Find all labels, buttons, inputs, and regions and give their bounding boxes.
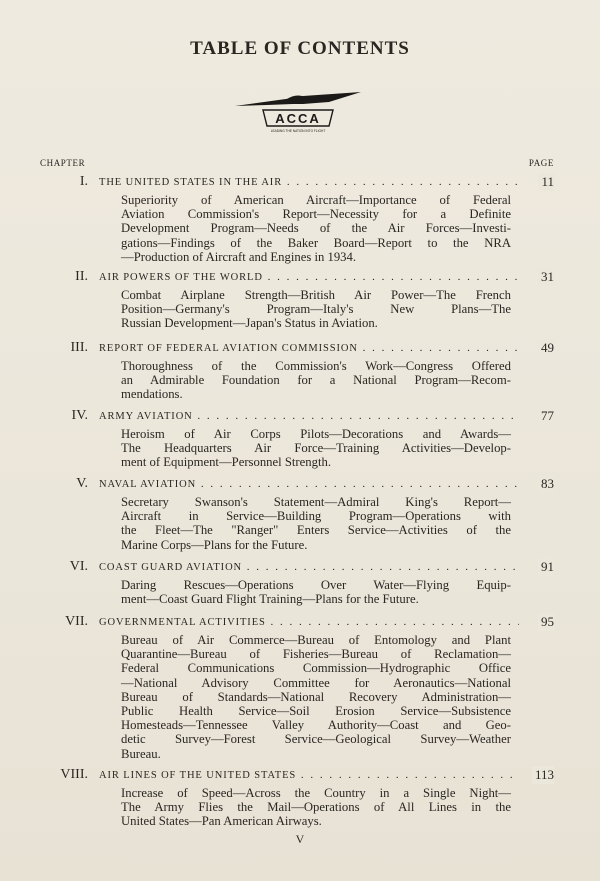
page-number: 49 xyxy=(538,339,554,357)
page-number: 83 xyxy=(538,475,554,493)
chapter-column-header: CHAPTER xyxy=(40,158,86,168)
toc-entry[interactable] xyxy=(0,173,600,264)
toc-entry[interactable] xyxy=(0,339,600,402)
page-column-header: PAGE xyxy=(528,158,554,168)
chapter-description: Secretary Swanson's Statement—Admiral King's Report— Aircraft in Service—Building Program—Operations with the Fleet—The "Ranger" Enters Service—Activities of the Marine Corps—Plans for the Future. xyxy=(121,495,511,552)
acca-logo xyxy=(233,90,363,138)
page-number: 77 xyxy=(538,407,554,425)
toc-entry[interactable] xyxy=(0,407,600,470)
chapter-title[interactable]: REPORT OF FEDERAL AVIATION COMMISSION . . . xyxy=(99,339,519,357)
toc-entry[interactable] xyxy=(0,766,600,829)
chapter-title[interactable]: AIR POWERS OF THE WORLD . . . xyxy=(99,268,519,286)
toc-entry[interactable] xyxy=(0,558,600,606)
page-folio: V xyxy=(295,832,305,846)
page-number: 31 xyxy=(538,268,554,286)
chapter-description: Superiority of American Aircraft—Importance of Federal Aviation Commission's Report—Necessity for a Definite Development Program—Needs of the Air Forces—Investi- gations—Findings of the Baker Board—Report to the NRA —Production of Aircraft and Engines in 1934. xyxy=(121,193,511,264)
chapter-description: Daring Rescues—Operations Over Water—Flying Equip- ment—Coast Guard Flight Training—Plans for the Future. xyxy=(121,578,511,607)
chapter-description: Thoroughness of the Commission's Work—Congress Offered an Admirable Foundation for a National Program—Recom- mendations. xyxy=(121,359,511,402)
chapter-title[interactable]: GOVERNMENTAL ACTIVITIES . . . xyxy=(99,613,519,631)
chapter-description: Combat Airplane Strength—British Air Power—The French Position—Germany's Program—Italy's New Plans—The Russian Development—Japan's Status in Aviation. xyxy=(121,288,511,331)
page-number: 11 xyxy=(538,173,554,191)
chapter-description: Bureau of Air Commerce—Bureau of Entomology and Plant Quarantine—Bureau of Fisheries—Bureau of Reclamation— Federal Communications Commission—Hydrographic Office —National Advisory Committee for Aeronautics—National Bureau of Standards—National Recovery Administration— Public Health Service—Soil Erosion Service—Subsistence Homesteads—Tennessee Valley Authority—Coast and Geo- detic Survey—Forest Service—Geological Survey—Weather Bureau. xyxy=(121,633,511,761)
chapter-number: IV. xyxy=(71,408,88,423)
chapter-number: II. xyxy=(75,269,88,284)
page-number: 91 xyxy=(538,558,554,576)
page-number: 113 xyxy=(532,766,554,784)
toc-entry[interactable] xyxy=(0,475,600,552)
toc-entry[interactable] xyxy=(0,268,600,331)
chapter-number: VII. xyxy=(65,614,88,629)
chapter-title[interactable]: THE UNITED STATES IN THE AIR . . . xyxy=(99,173,519,191)
logo-tagline: LEADING THE NATION INTO FLIGHT xyxy=(270,129,326,133)
chapter-title[interactable]: ARMY AVIATION . . . xyxy=(99,407,519,425)
chapter-title[interactable]: NAVAL AVIATION . . . xyxy=(99,475,519,493)
chapter-description: Heroism of Air Corps Pilots—Decorations and Awards— The Headquarters Air Force—Training Activities—Develop- ment of Equipment—Personnel Strength. xyxy=(121,427,511,470)
chapter-number: VIII. xyxy=(60,767,88,782)
chapter-number: V. xyxy=(76,476,88,491)
chapter-title[interactable]: AIR LINES OF THE UNITED STATES . . . xyxy=(99,766,519,784)
page-number: 95 xyxy=(538,613,554,631)
page-title: TABLE OF CONTENTS xyxy=(190,38,410,59)
chapter-number: I. xyxy=(79,174,88,189)
chapter-description: Increase of Speed—Across the Country in a Single Night— The Army Flies the Mail—Operations of All Lines in the United States—Pan American Airways. xyxy=(121,786,511,829)
chapter-number: VI. xyxy=(69,559,88,574)
logo-text: ACCA xyxy=(275,111,321,126)
chapter-title[interactable]: COAST GUARD AVIATION . . . xyxy=(99,558,519,576)
toc-entry[interactable] xyxy=(0,613,600,761)
chapter-number: III. xyxy=(70,340,88,355)
